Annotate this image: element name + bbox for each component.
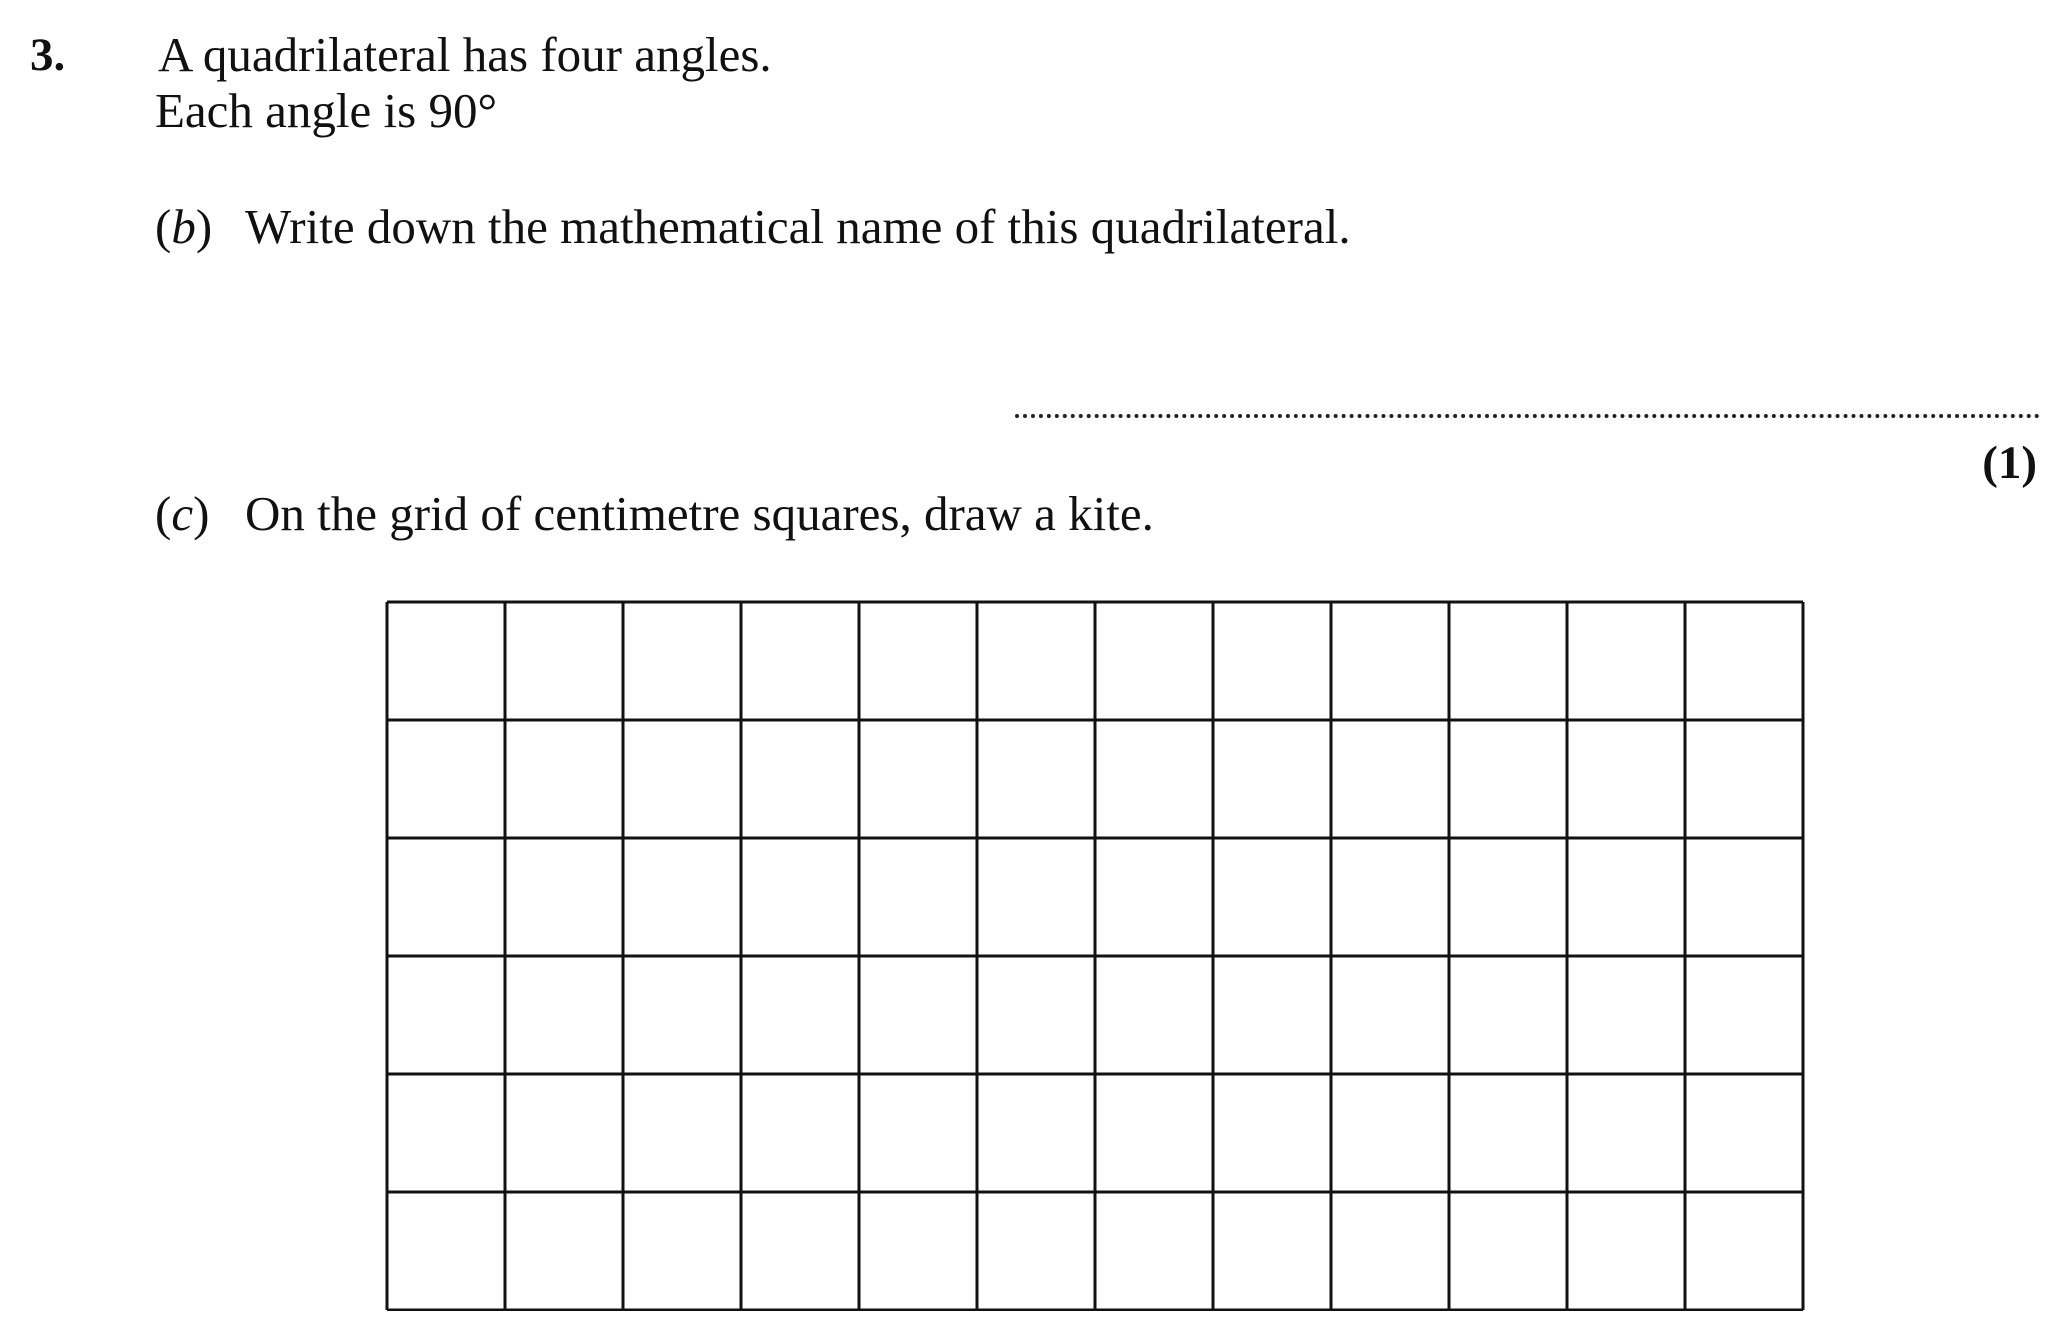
part-b-marks: (1) xyxy=(1982,437,2037,489)
part-b-label: (b) xyxy=(155,199,213,254)
question-intro-line-2: Each angle is 90° xyxy=(155,83,498,138)
question-intro-line-1: A quadrilateral has four angles. xyxy=(158,27,772,82)
part-c-text: On the grid of centimetre squares, draw a kite. xyxy=(245,486,1154,541)
centimetre-grid[interactable] xyxy=(385,600,1805,1311)
centimetre-grid-svg[interactable] xyxy=(385,600,1805,1311)
part-c xyxy=(155,485,1154,542)
answer-line[interactable] xyxy=(1015,414,2040,418)
part-b xyxy=(155,198,1351,255)
question-number: 3. xyxy=(30,29,66,81)
part-c-label: (c) xyxy=(155,486,210,541)
part-b-text: Write down the mathematical name of this quadrilateral. xyxy=(245,199,1351,254)
